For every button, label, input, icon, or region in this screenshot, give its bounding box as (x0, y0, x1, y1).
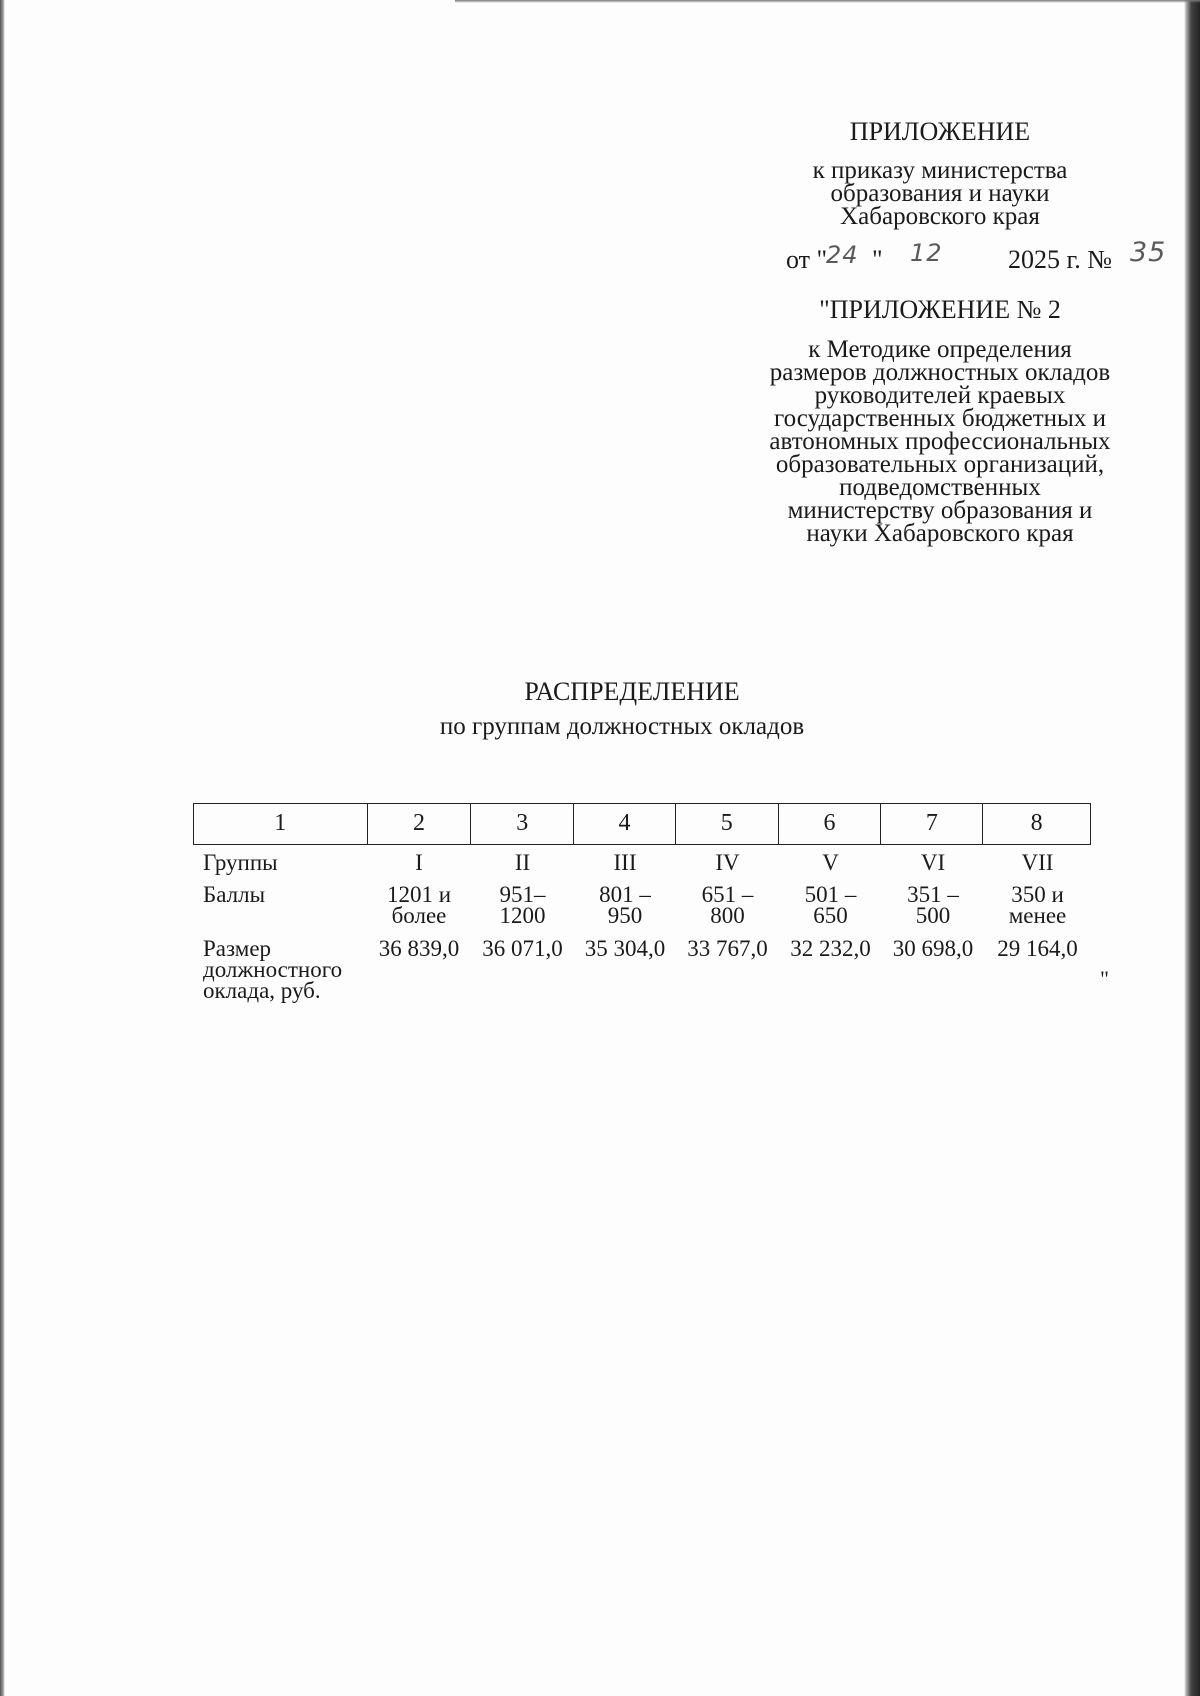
order-quote-mid: " (872, 245, 883, 274)
table-cell-line: 951– (499, 882, 546, 907)
column-number-row (193, 803, 1091, 845)
table-cell-line: 651 – (701, 882, 754, 907)
table-cell-line: 501 – (804, 882, 857, 907)
attachment-lines (735, 159, 1145, 228)
table-cell-points (984, 884, 1091, 926)
appendix2-line: образовательных организаций, (775, 451, 1105, 478)
table-cell-salary (367, 938, 471, 1001)
row-label-line: Размер (203, 936, 272, 961)
table-cell-line: менее (1008, 903, 1067, 928)
table-cell-salary (471, 938, 574, 1001)
table-cell-line: 36 839,0 (378, 936, 460, 961)
column-number-cell: 1 (194, 804, 368, 844)
table-cell-points (471, 884, 574, 926)
column-number-cell: 8 (1030, 810, 1043, 836)
table-cell-line: II (514, 850, 531, 875)
table-cell-line: 950 (607, 903, 643, 928)
table-cell-groups (984, 852, 1091, 873)
scan-edge-left (0, 0, 5, 1696)
column-number-cell: 5 (676, 804, 779, 844)
table-cell-line: более (391, 903, 447, 928)
table-cell-groups (471, 852, 574, 873)
table-row-groups (193, 852, 1091, 873)
table-cell-groups (574, 852, 676, 873)
appendix2-line: государственных бюджетных и (774, 405, 1106, 432)
table-cell-line: 30 698,0 (892, 936, 974, 961)
table-cell-line: 29 164,0 (997, 936, 1078, 961)
table-cell-line: VI (920, 850, 946, 875)
table-cell-line: III (613, 850, 637, 875)
order-day-handwritten: 24 (826, 241, 859, 269)
attachment-line: образования и науки (830, 180, 1050, 207)
row-label-line: Группы (203, 850, 278, 875)
column-number-cell: 7 (881, 804, 983, 844)
row-label-line: Баллы (203, 882, 266, 907)
table-cell-groups (882, 852, 984, 873)
row-label-groups (193, 852, 367, 873)
table-cell-salary (574, 938, 676, 1001)
order-year-number-label: 2025 г. № (1008, 245, 1113, 274)
table-cell-line: V (822, 850, 839, 875)
column-number-cell: 2 (368, 804, 472, 844)
appendix2-title: "ПРИЛОЖЕНИЕ № 2 (819, 295, 1061, 324)
table-cell-groups (676, 852, 779, 873)
table-cell-line: I (415, 850, 423, 875)
table-cell-points (574, 884, 676, 926)
appendix2-line: автономных профессиональных (769, 428, 1111, 455)
appendix2-line: размеров должностных окладов (769, 359, 1111, 386)
appendix2-line: подведомственных (839, 474, 1041, 501)
column-number-cell: 6 (779, 804, 882, 844)
attachment-line: к приказу министерства (812, 157, 1068, 184)
table-cell-line: 35 304,0 (584, 936, 666, 961)
scan-edge-top (455, 0, 1200, 3)
table-cell-line: 800 (710, 903, 745, 928)
table-cell-line: IV (715, 850, 740, 875)
attachment-title: ПРИЛОЖЕНИЕ (849, 117, 1031, 146)
table-cell-line: VII (1021, 850, 1054, 875)
order-month-handwritten: 12 (910, 239, 943, 267)
row-label-line: должностного (203, 957, 343, 982)
row-label-salary (193, 938, 367, 1001)
table-cell-salary (779, 938, 882, 1001)
appendix2-line: к Методике определения (808, 336, 1072, 363)
attachment-line: Хабаровского края (840, 203, 1040, 230)
table-cell-line: 500 (915, 903, 951, 928)
table-cell-points (367, 884, 471, 926)
closing-quote: " (1100, 966, 1109, 991)
table-cell-line: 36 071,0 (482, 936, 563, 961)
column-number-cell: 3 (471, 804, 574, 844)
table-cell-points (676, 884, 779, 926)
table-cell-line: 801 – (599, 882, 651, 907)
table-cell-line: 350 и (1011, 882, 1064, 907)
table-cell-salary (984, 938, 1091, 1001)
table-cell-salary (676, 938, 779, 1001)
scan-edge-right (1184, 0, 1200, 1696)
column-number-cell: 4 (574, 804, 676, 844)
appendix2-line: руководителей краевых (814, 382, 1066, 409)
distribution-subtitle: по группам должностных окладов (439, 713, 805, 740)
table-cell-line: 1200 (499, 903, 546, 928)
appendix2-line: науки Хабаровского края (806, 520, 1074, 547)
table-cell-line: 351 – (907, 882, 959, 907)
table-row-salary (193, 938, 1091, 1001)
table-cell-points (779, 884, 882, 926)
table-cell-line: 650 (813, 903, 848, 928)
appendix2-lines (735, 338, 1145, 545)
table-cell-line: 1201 и (386, 882, 452, 907)
table-cell-line: 32 232,0 (790, 936, 871, 961)
appendix2-line: министерству образования и (787, 497, 1093, 524)
distribution-title: РАСПРЕДЕЛЕНИЕ (524, 677, 740, 706)
order-number-handwritten: 35 (1130, 237, 1167, 268)
table-cell-line: 33 767,0 (687, 936, 768, 961)
row-label-line: оклада, руб. (203, 978, 321, 1003)
row-label-points (193, 884, 367, 926)
table-cell-groups (779, 852, 882, 873)
table-cell-salary (882, 938, 984, 1001)
table-cell-groups (367, 852, 471, 873)
table-cell-points (882, 884, 984, 926)
table-row-points (193, 884, 1091, 926)
order-from-prefix: от " (786, 245, 828, 274)
